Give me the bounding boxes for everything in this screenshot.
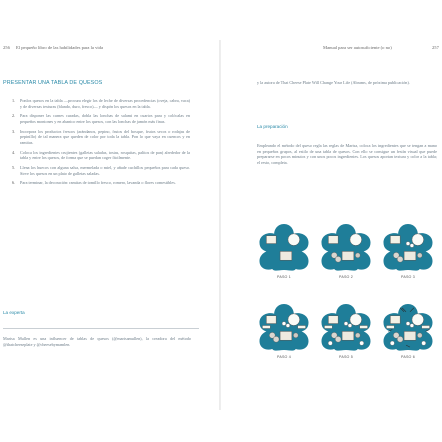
steps-list	[12, 98, 190, 190]
step-illustration	[256, 222, 312, 279]
board-ingredient	[328, 236, 338, 244]
list-item	[12, 129, 190, 146]
step-number: 4.	[12, 149, 16, 155]
board-ingredient	[280, 331, 292, 340]
right-page	[221, 0, 442, 442]
board-ingredient	[410, 244, 414, 248]
board-ingredient	[406, 242, 410, 246]
prep-title: La preparación	[257, 124, 288, 129]
step-caption: PASO 4	[277, 355, 291, 359]
step-illustration	[380, 302, 436, 359]
board-ingredient	[280, 251, 292, 260]
board-ingredient	[298, 326, 306, 329]
board-ingredient	[386, 326, 394, 329]
board-ingredient	[355, 253, 360, 258]
board-ingredient	[417, 333, 422, 338]
left-running-title: El pequeño libro de las habilidades para la vida	[16, 45, 103, 50]
step-caption: PASO 5	[339, 355, 353, 359]
board-ingredient	[390, 236, 400, 244]
step-illustration	[318, 302, 374, 359]
board-ingredient	[288, 234, 300, 246]
hint-title: La experta	[3, 310, 25, 315]
board-ingredient	[262, 326, 270, 329]
step-text: Llena los huecos con alguna salsa, mermelada o miel, y añade cuchillos pequeños para cada queso. Sirve los quesos en un plato de galletas saladas.	[20, 165, 190, 176]
step-text: Para terminar, la decoración: ramitas de tomillo fresco, romero, lavanda o flores comestibles.	[20, 180, 176, 186]
board-ingredient	[328, 341, 332, 345]
list-item	[12, 98, 190, 109]
list-item	[12, 113, 190, 124]
board-ingredient	[397, 336, 403, 342]
step-caption: PASO 2	[339, 275, 353, 279]
board-ingredient	[404, 331, 416, 340]
board-ingredient	[390, 316, 400, 324]
step-caption: PASO 3	[401, 275, 415, 279]
cheese-board-illustration	[318, 302, 374, 352]
step-number: 2.	[12, 113, 16, 119]
step-text: Coloca los ingredientes crujientes (galletas saladas, tostas, rosquitas, palitos de pan) alrededor de la tabla y entre los quesos, de forma que se puedan coger fácilmente.	[20, 149, 190, 161]
step-text: Para disponer las carnes curadas, dobla las lonchas de salami en cuartos para y colócalas en pequeños montones y en abanico entre los quesos, con las lonchas de jamón más finas.	[20, 113, 190, 124]
board-ingredient	[335, 256, 341, 262]
board-ingredient	[350, 234, 362, 246]
list-item	[12, 180, 190, 186]
board-ingredient	[266, 316, 276, 324]
board-ingredient	[288, 314, 300, 326]
step-number: 1.	[12, 98, 16, 103]
step-illustration	[318, 222, 374, 279]
board-ingredient	[344, 322, 348, 326]
step-illustration	[256, 302, 312, 359]
intro-text: y la autora de That Cheese Plate Will Change Your Life (Abrams, de próxima publicación).	[257, 80, 410, 85]
board-shape	[259, 224, 308, 271]
section-title: PRESENTAR UNA TABLA DE QUESOS	[3, 80, 103, 86]
board-ingredient	[335, 336, 341, 342]
board-ingredient	[360, 341, 364, 345]
board-ingredient	[422, 341, 426, 345]
step-illustration	[380, 222, 436, 279]
left-page-number: 256	[3, 45, 10, 50]
board-ingredient	[355, 333, 360, 338]
step-number: 5.	[12, 165, 16, 171]
step-text: Incorpora los productos frescos (arándanos, pepino, frutos del bosque, frutos secos o rodajas de pepinillo) de tal manera que queden de color por toda la tabla. Pon lo que vaya en cuencos y en ramitas.	[20, 128, 190, 145]
board-ingredient	[390, 341, 394, 345]
board-ingredient	[266, 236, 276, 244]
board-ingredient	[404, 251, 416, 260]
hint-text: Marisa Mullen es una influencer de tablas de quesos (@marisamullen), la creadora del método @thatcheeseplate y @cheesebymamlen.	[3, 336, 191, 347]
board-ingredient	[406, 322, 410, 326]
board-ingredient	[360, 326, 368, 329]
board-ingredient	[348, 324, 352, 328]
board-ingredient	[342, 331, 354, 340]
right-page-number: 257	[432, 45, 439, 50]
board-ingredient	[293, 333, 298, 338]
step-caption: PASO 1	[277, 275, 291, 279]
board-shape	[321, 224, 370, 271]
cheese-board-illustration	[380, 302, 436, 352]
board-ingredient	[286, 324, 290, 328]
list-item	[12, 150, 190, 161]
board-ingredient	[417, 253, 422, 258]
cheese-board-illustration	[380, 222, 436, 272]
board-ingredient	[397, 256, 403, 262]
divider	[3, 328, 199, 329]
cheese-board-illustration	[256, 222, 312, 272]
board-ingredient	[412, 314, 424, 326]
board-ingredient	[350, 314, 362, 326]
board-shape	[383, 224, 432, 271]
board-ingredient	[342, 251, 354, 260]
board-ingredient	[324, 326, 332, 329]
step-caption: PASO 6	[401, 355, 415, 359]
list-item	[12, 165, 190, 176]
board-ingredient	[410, 324, 414, 328]
board-ingredient	[273, 336, 279, 342]
board-ingredient	[282, 322, 286, 326]
step-number: 6.	[12, 180, 16, 186]
right-running-title: Manual para ser autosuficiente (o no)	[323, 45, 392, 50]
step-illustrations-grid	[256, 222, 436, 382]
board-ingredient	[422, 326, 430, 329]
prep-text: Empleando el método del queso regla las reglas de Marisa, coloca los ingredientes que se tengan a mano en pequeños grupos, al estilo de una tabla de quesos. Con ello se consigue un festín visual que puede prepararse en pocos minutos y con unos pocos ingredientes. Los quesos aportan textura y color a la tabla; el resto, completa.	[257, 143, 437, 165]
step-number: 3.	[12, 128, 16, 134]
cheese-board-illustration	[318, 222, 374, 272]
board-ingredient	[328, 316, 338, 324]
step-text: Ponlos quesos en la tabla —procura elegir los de leche de diversas procedencias (oveja, cabra, vaca) y de diversas texturas (blando, duro, fresco)— y dispón los quesos en la tabla.	[20, 98, 190, 109]
board-ingredient	[412, 234, 424, 246]
cheese-board-illustration	[256, 302, 312, 352]
